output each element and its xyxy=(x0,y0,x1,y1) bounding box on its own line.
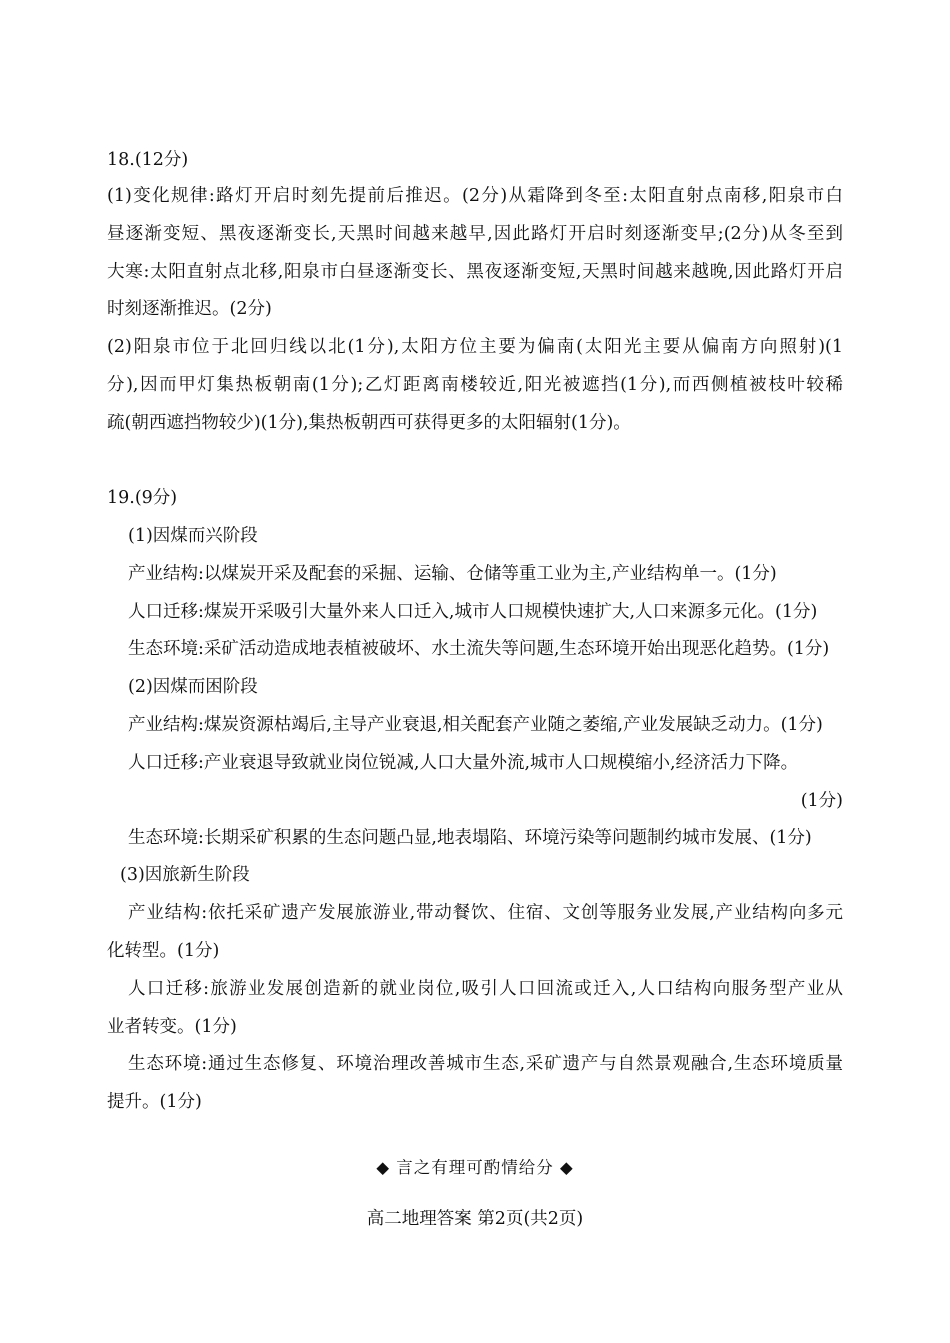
q18-line-3: 大寒:太阳直射点北移,阳泉市白昼逐渐变长、黑夜逐渐变短,天黑时间越来越晚,因此路灯开启 xyxy=(107,262,843,282)
q19-line: 化转型。(1分) xyxy=(107,941,220,961)
q19-stage-3-heading: (3)因旅新生阶段 xyxy=(120,865,250,885)
q19-line: 产业结构:煤炭资源枯竭后,主导产业衰退,相关配套产业随之萎缩,产业发展缺乏动力。(1分) xyxy=(128,715,823,735)
q19-line: 人口迁移:产业衰退导致就业岗位锐减,人口大量外流,城市人口规模缩小,经济活力下降。 xyxy=(128,753,799,773)
q19-line: 产业结构:依托采矿遗产发展旅游业,带动餐饮、住宿、文创等服务业发展,产业结构向多元 xyxy=(128,903,843,923)
q18-line-7: 疏(朝西遮挡物较少)(1分),集热板朝西可获得更多的太阳辐射(1分)。 xyxy=(107,413,631,433)
q18-line-6: 分),因而甲灯集热板朝南(1分);乙灯距离南楼较近,阳光被遮挡(1分),而西侧植被枝叶较稀 xyxy=(107,375,843,395)
q19-line: 提升。(1分) xyxy=(107,1092,202,1112)
q19-line: 人口迁移:煤炭开采吸引大量外来人口迁入,城市人口规模快速扩大,人口来源多元化。(1分) xyxy=(128,602,818,622)
q19-line: 生态环境:采矿活动造成地表植被破坏、水土流失等问题,生态环境开始出现恶化趋势。(1分) xyxy=(128,639,830,659)
q18-title: 18.(12分) xyxy=(107,150,189,170)
q18-line-1: (1)变化规律:路灯开启时刻先提前后推迟。(2分)从霜降到冬至:太阳直射点南移,阳泉市白 xyxy=(107,186,843,206)
q18-line-4: 时刻逐渐推迟。(2分) xyxy=(107,299,272,319)
q19-line: 生态环境:通过生态修复、环境治理改善城市生态,采矿遗产与自然景观融合,生态环境质量 xyxy=(128,1054,843,1074)
q19-line: 产业结构:以煤炭开采及配套的采掘、运输、仓储等重工业为主,产业结构单一。(1分) xyxy=(128,564,777,584)
q19-line: (1分) xyxy=(800,791,843,811)
q19-stage-1-heading: (1)因煤而兴阶段 xyxy=(128,526,258,546)
q18-line-5: (2)阳泉市位于北回归线以北(1分),太阳方位主要为偏南(太阳光主要从偏南方向照射)(1 xyxy=(107,337,843,357)
q19-title: 19.(9分) xyxy=(107,488,178,508)
q19-stage-2-heading: (2)因煤而困阶段 xyxy=(128,677,258,697)
q19-line: 业者转变。(1分) xyxy=(107,1017,237,1037)
q19-line: 生态环境:长期采矿积累的生态问题凸显,地表塌陷、环境污染等问题制约城市发展、(1分) xyxy=(128,828,812,848)
q18-line-2: 昼逐渐变短、黑夜逐渐变长,天黑时间越来越早,因此路灯开启时刻逐渐变早;(2分)从冬至到 xyxy=(107,224,843,244)
page-footer: 高二地理答案 第2页(共2页) xyxy=(366,1209,584,1229)
grading-note: ◆ 言之有理可酌情给分 ◆ xyxy=(376,1158,574,1177)
q19-line: 人口迁移:旅游业发展创造新的就业岗位,吸引人口回流或迁入,人口结构向服务型产业从 xyxy=(128,979,843,999)
